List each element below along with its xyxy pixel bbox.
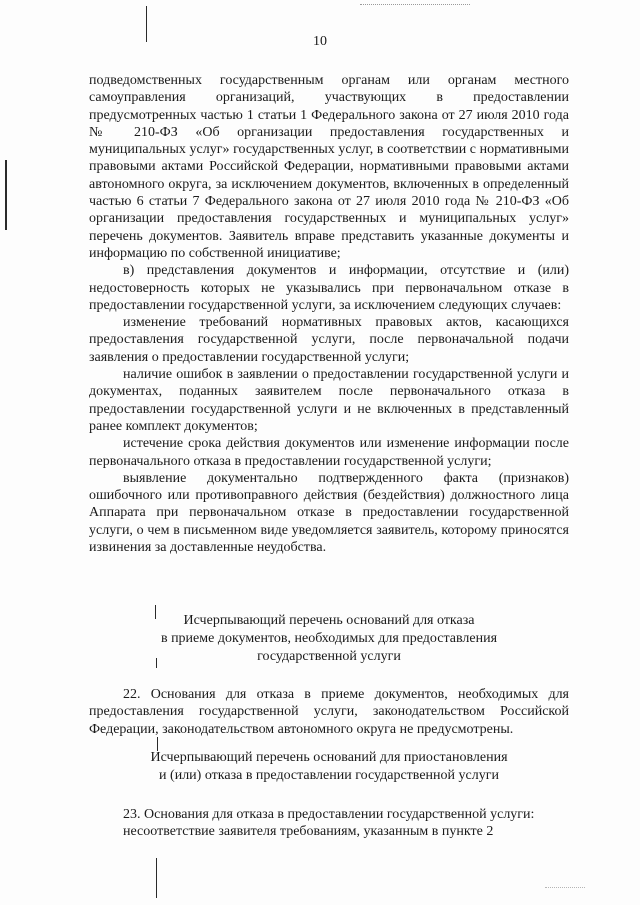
paragraph: изменение требований нормативных правовых актов, касающихся предоставления государственной услуги, после первоначальной подачи заявления о предоставлении государственной услуги; <box>89 315 569 365</box>
paragraph: наличие ошибок в заявлении о предоставлении государственной услуги и документах, поданных заявителем после первоначального отказа в предоставлении государственной услуги и не включенных в представленный ранее комплект документов; <box>89 367 569 434</box>
paragraph: истечение срока действия документов или изменение информации после первоначального отказа в предоставлении государственной услуги; <box>89 436 569 469</box>
section-heading <box>89 749 569 785</box>
section-heading <box>89 612 569 666</box>
paragraph: в) представления документов и информации, отсутствие и (или) недостоверность которых не указывались при первоначальном отказе в предоставлении государственной услуги, за исключением следующих случаев: <box>89 263 569 313</box>
paragraph: 22. Основания для отказа в приеме документов, необходимых для предоставления государственной услуги, законодательством Российской Федерации, законодательством автономного округа не предусмотрены. <box>89 687 569 737</box>
heading-line: Исчерпывающий перечень оснований для приостановления <box>150 750 508 765</box>
scan-artifact <box>156 858 157 898</box>
page-number: 10 <box>313 34 327 49</box>
scan-artifact <box>360 4 470 6</box>
body-text-block-2 <box>89 686 569 738</box>
body-text-block-1 <box>89 72 569 556</box>
heading-line: и (или) отказа в предоставлении государственной услуги <box>159 768 499 783</box>
scan-artifact <box>5 160 7 230</box>
heading-line: в приеме документов, необходимых для предоставления <box>160 631 498 646</box>
scan-artifact <box>545 887 585 889</box>
body-text-block-3 <box>89 806 569 841</box>
paragraph: несоответствие заявителя требованиям, указанным в пункте 2 <box>123 824 494 840</box>
paragraph: 23. Основания для отказа в предоставлении государственной услуги: <box>123 807 535 822</box>
heading-line: Исчерпывающий перечень оснований для отказа <box>183 613 475 628</box>
paragraph: подведомственных государственным органам или органам местного самоуправления организаций, участвующих в предоставлении предусмотренных частью 1 статьи 1 Федерального закона от 27 июля 2010 года № 210-ФЗ «Об организации предоставления государственных и муниципальных услуг» государственных услуг, в соответствии с нормативными правовыми актами Российской Федерации, нормативными правовыми актами автономного округа, за исключением документов, включенных в определенный частью 6 статьи 7 Федерального закона от 27 июля 2010 года № 210-ФЗ «Об организации предоставления государственных и муниципальных услуг» перечень документов. Заявитель вправе представить указанные документы и информацию по собственной инициативе; <box>89 73 569 261</box>
heading-line: государственной услуги <box>257 649 401 664</box>
paragraph: выявление документально подтвержденного факта (признаков) ошибочного или противоправного действия (бездействия) должностного лица Аппарата при первоначальном отказе в предоставлении государственной услуги, о чем в письменном виде уведомляется заявитель, которому приносятся извинения за доставленные неудобства. <box>89 470 569 556</box>
